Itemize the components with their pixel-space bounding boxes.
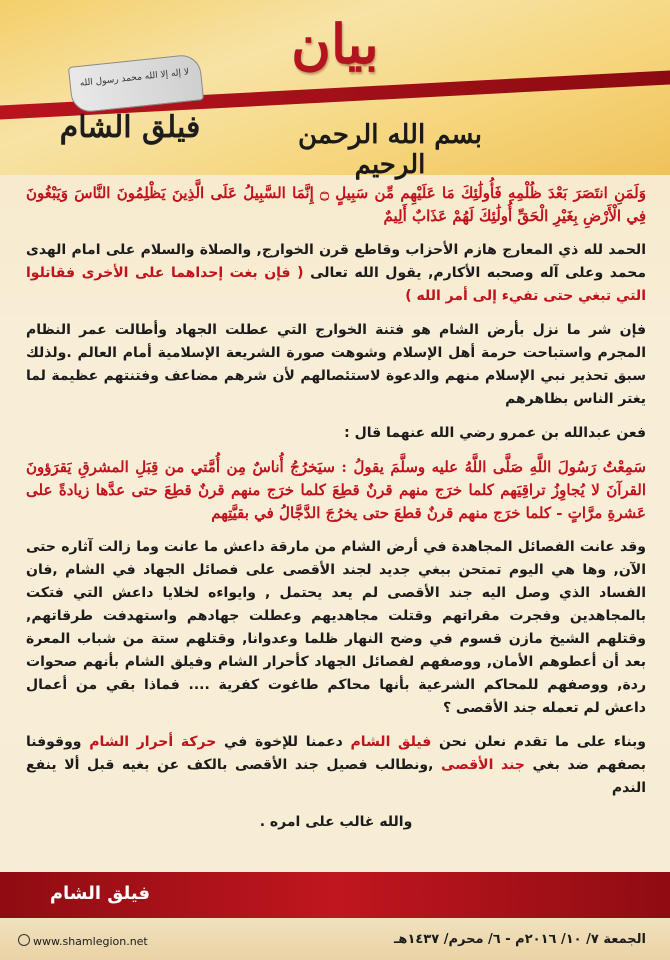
logo-name: فيلق الشام [59,110,201,145]
paragraph-declaration [26,731,646,800]
paragraph-kharijites: فإن شر ما نزل بأرض الشام هو فتنة الخوارج التي عطلت الجهاد وأطالت عمر النظام المجرم واستباحت حرمة أهل الإسلام وشوهت صورة الشريعة الإسلامية أمام العالم .ولذلك سبق تحذير نبي الإسلام منهم والدعوة لاستئصالهم لأن شرهم مضاعف وفتنتهم عظيمة لما يغتر الناس بظاهرهم [26,322,646,407]
closing-line: والله غالب على امره . [259,814,413,830]
basmala: بسم الله الرحمن الرحيم [298,120,482,180]
declaration-g: ,ونطالب فصيل جند الأقصى بالكف عن بغيه قبل ألا ينفع الندم [26,757,646,796]
declaration-c: دعمنا للإخوة في [224,734,343,750]
quran-verse: وَلَمَنِ انتَصَرَ بَعْدَ ظُلْمِهِ فَأُولَٰئِكَ مَا عَلَيْهِم مِّن سَبِيلٍ ۝ إِنَّمَا السَّبِيلُ عَلَى الَّذِينَ يَظْلِمُونَ النَّاسَ وَيَبْغُونَ فِي الْأَرْضِ بِغَيْرِ الْحَقِّ أُولَٰئِكَ لَهُمْ عَذَابٌ أَلِيمٌ [26,184,646,225]
flag-icon [68,53,204,114]
declaration-faylaq: فيلق الشام [350,734,432,750]
paragraph-narration: فعن عبدالله بن عمرو رضي الله عنهما قال : [344,425,646,441]
intro-verse: ( فإن بغت إحداهما على الأخرى فقاتلوا التي تبغي حتى تفيء إلى أمر الله ) [26,265,646,304]
flag-text: لا إله إلا الله محمد رسول الله [79,67,190,89]
statement-body [26,182,646,845]
statement-date: الجمعة ٧/ ١٠/ ٢٠١٦م - ٦/ محرم/ ١٤٣٧هـ [393,932,646,947]
website [18,934,148,948]
paragraph-jund-alaqsa: وقد عانت الفصائل المجاهدة في أرض الشام من مارقة داعش ما عانت وما زالت آثاره حتى الآن, وها هي اليوم تمتحن ببغي جديد لجند الأقصى على فصائل الجهاد في الشام ,فان الفساد الذي وصل اليه جند الأقصى لم يعد يحتمل , وايواءه لخلايا داعش التي فتكت بالمجاهدين وفجرت مقراتهم وقتلت مجاهديهم وعطلت جهادهم واستهدفت طرقاتهم, وقتلهم الشيخ مازن قسوم في وضح النهار ظلما وعدوانا, وقتلهم ستة من شباب المعرة بعد أن أعطوهم الأمان, ووصفهم لفصائل الجهاد كأحرار الشام وفيلق الشام بأنهم صحوات ردة, ووصفهم للمحاكم الشرعية بأنها محاكم طاغوت كفرية .... فماذا بقي من أعمال داعش لم تعمله جند الأقصى ؟ [26,539,646,716]
faylaq-logo [30,60,230,170]
header [0,0,670,180]
signature: فيلق الشام [49,883,150,904]
declaration-ahrar: حركة أحرار الشام [89,734,217,750]
declaration-a: وبناء على ما تقدم نعلن نحن [438,734,647,750]
globe-icon [18,934,30,946]
declaration-e: ووقوفنا بصفهم ضد بغي [26,734,647,773]
declaration-jund: جند الأقصى [441,757,525,773]
hadith: سَمِعْتُ رَسُولَ اللَّهِ صَلَّى اللَّهُ عليه وسلَّمَ يقولُ : سيَخرُجُ أُناسٌ مِن أُمَّتي من قِبَلِ المشرقِ يَقرَؤونَ القرآنَ لا يُجاوِزُ تراقِيَهم كلما خرَج منهم قرنٌ قطِعَ كلما خرَج منهم قرنٌ قطِعَ حتى عدَّها زيادةً على عَشرةِ مرَّاتٍ - كلما خرَج منهم قرنٌ قطعَ حتى يخرُجَ الدَّجَّالُ في بقيَّتِهم [26,458,646,522]
website-url: www.shamlegion.net [33,935,148,948]
page-title: بيان [291,12,379,76]
paragraph-intro [26,239,646,308]
intro-text: الحمد لله ذي المعارج هازم الأحزاب وقاطع قرن الخوارج, والصلاة والسلام على امام الهدى محمد وعلى آله وصحبه الأكارم, يقول الله تعالى [26,242,647,281]
